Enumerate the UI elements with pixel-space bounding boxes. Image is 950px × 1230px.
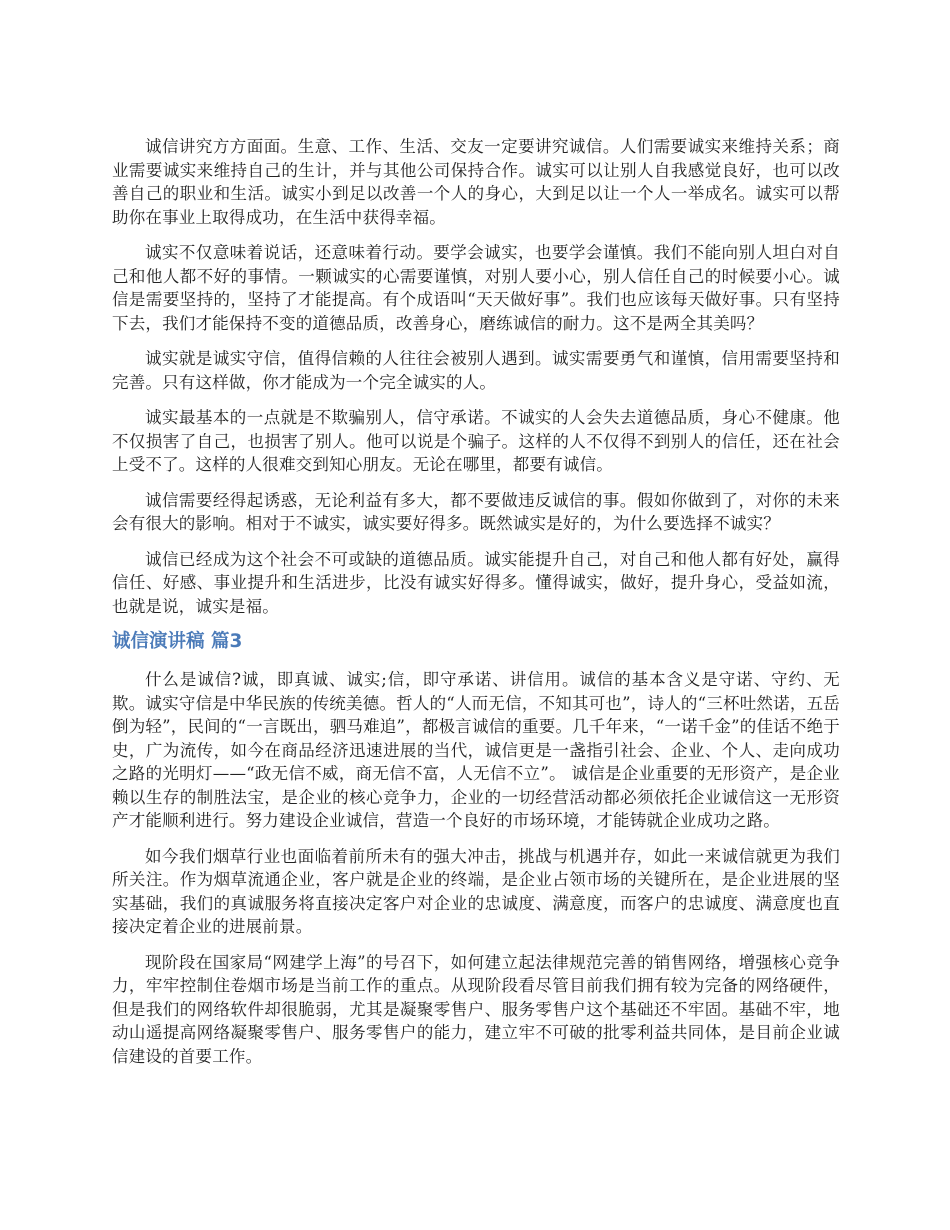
section-intro xyxy=(112,135,840,618)
document-page xyxy=(112,135,840,1080)
paragraph: 诚实最基本的一点就是不欺骗别人，信守承诺。不诚实的人会失去道德品质，身心不健康。他不仅损害了自己，也损害了别人。他可以说是个骗子。这样的人不仅得不到别人的信任，还在社会上受不了。这样的人很难交到知心朋友。无论在哪里，都要有诚信。 xyxy=(112,408,840,474)
paragraph: 诚实不仅意味着说话，还意味着行动。要学会诚实，也要学会谨慎。我们不能向别人坦白对自己和他人都不好的事情。一颗诚实的心需要谨慎，对别人要小心，别人信任自己的时候要小心。诚信是需要坚持的，坚持了才能提高。有个成语叫“天天做好事”。我们也应该每天做好事。只有坚持下去，我们才能保持不变的道德品质，改善身心，磨练诚信的耐力。这不是两全其美吗？ xyxy=(112,243,840,333)
paragraph: 诚信讲究方方面面。生意、工作、生活、交友一定要讲究诚信。人们需要诚实来维持关系；商业需要诚实来维持自己的生计，并与其他公司保持合作。诚实可以让别人自我感觉良好，也可以改善自己的职业和生活。诚实小到足以改善一个人的身心，大到足以让一个人一举成名。诚实可以帮助你在事业上取得成功，在生活中获得幸福。 xyxy=(112,137,840,227)
paragraph: 如今我们烟草行业也面临着前所未有的强大冲击，挑战与机遇并存，如此一来诚信就更为我们所关注。作为烟草流通企业，客户就是企业的终端，是企业占领市场的关键所在，是企业进展的坚实基础，我们的真诚服务将直接决定客户对企业的忠诚度、满意度，而客户的忠诚度、满意度也直接决定着企业的进展前景。 xyxy=(112,846,840,936)
paragraph: 诚信已经成为这个社会不可或缺的道德品质。诚实能提升自己，对自己和他人都有好处，赢得信任、好感、事业提升和生活进步，比没有诚实好得多。懂得诚实，做好，提升身心，受益如流，也就是说，诚实是福。 xyxy=(112,549,840,616)
paragraph: 诚实就是诚实守信，值得信赖的人往往会被别人遇到。诚实需要勇气和谨慎，信用需要坚持和完善。只有这样做，你才能成为一个完全诚实的人。 xyxy=(112,349,840,392)
section-speech-3 xyxy=(112,630,840,1068)
paragraph: 诚信需要经得起诱惑，无论利益有多大，都不要做违反诚信的事。假如你做到了，对你的未来会有很大的影响。相对于不诚实，诚实要好得多。既然诚实是好的，为什么要选择不诚实？ xyxy=(112,490,840,533)
paragraph: 什么是诚信?诚，即真诚、诚实;信，即守承诺、讲信用。诚信的基本含义是守诺、守约、无欺。诚实守信是中华民族的传统美德。哲人的“人而无信，不知其可也”，诗人的“三杯吐然诺，五岳倒为轻”，民间的“一言既出，驷马难追”，都极言诚信的重要。几千年来，“一诺千金”的佳话不绝于史，广为流传，如今在商品经济迅速进展的当代，诚信更是一盏指引社会、企业、个人、走向成功之路的光明灯——“政无信不威，商无信不富，人无信不立”。 诚信是企业重要的无形资产，是企业赖以生存的制胜法宝，是企业的核心竞争力，企业的一切经营活动都必须依托企业诚信这一无形资产才能顺利进行。努力建设企业诚信，营造一个良好的市场环境，才能铸就企业成功之路。 xyxy=(112,670,840,830)
paragraph: 现阶段在国家局“网建学上海”的号召下，如何建立起法律规范完善的销售网络，增强核心竞争力，牢牢控制住卷烟市场是当前工作的重点。从现阶段看尽管目前我们拥有较为完备的网络硬件，但是我们的网络软件却很脆弱，尤其是凝聚零售户、服务零售户这个基础还不牢固。基础不牢，地动山遥提高网络凝聚零售户、服务零售户的能力，建立牢不可破的批零利益共同体，是目前企业诚信建设的首要工作。 xyxy=(112,952,840,1066)
section-heading: 诚信演讲稿 篇3 xyxy=(112,631,243,652)
